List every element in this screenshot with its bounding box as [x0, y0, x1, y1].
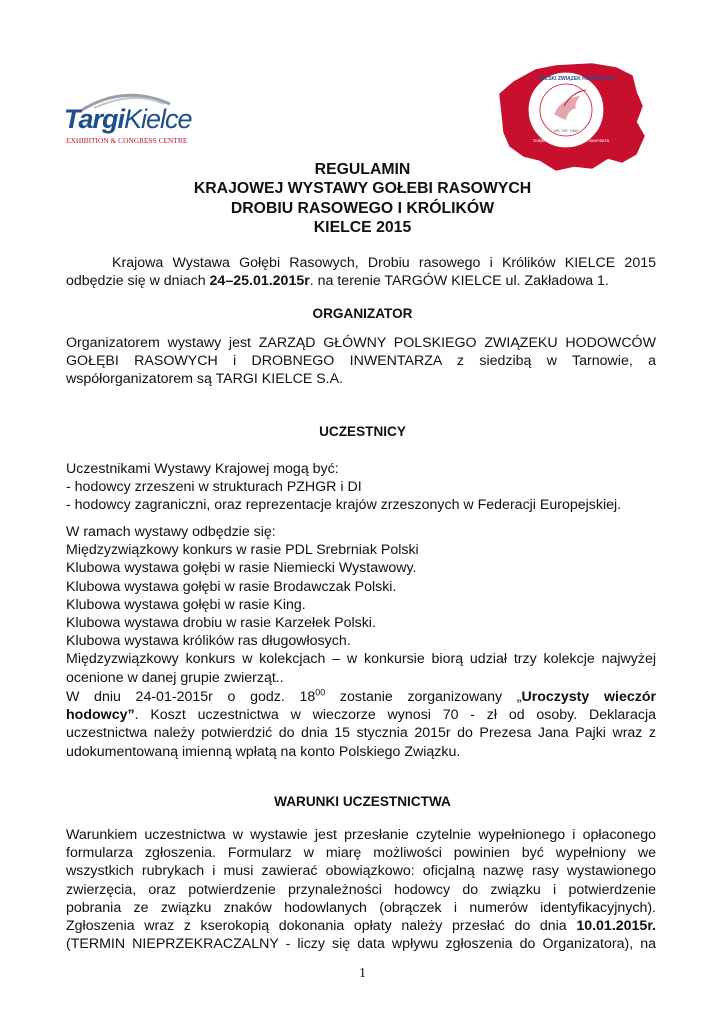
organizer-paragraph: [66, 334, 656, 389]
conditions-heading: WARUNKI UCZESTNICTWA: [274, 794, 451, 809]
logo-tagline: EXHIBITION & CONGRESS CENTRE: [66, 136, 188, 145]
page-number: 1: [359, 966, 366, 981]
dinner-line-2: hodowcy”. Koszt uczestnictwa w wieczorze wynosi 70 - zł od osoby. Deklaracja: [66, 707, 656, 724]
collections-line-2: ocenione w danej grupie zwierząt..: [66, 669, 284, 686]
events-list: [66, 523, 656, 687]
participants-line: - hodowcy zagraniczni, oraz reprezentacje krajów zrzeszonych w Federacji Europejskiej.: [66, 497, 622, 514]
organizer-line-2: GOŁĘBI RASOWYCH i DROBNEGO INWENTARZA z siedzibą w Tarnowie, a: [66, 353, 656, 370]
conditions-line: pobrania ze związku znaków hodowlanych (obrączek i numerów identyfikacyjnych).: [66, 899, 656, 916]
title-line-4: KIELCE 2015: [313, 218, 412, 236]
intro-line-2: odbędzie się w dniach 24–25.01.2015r. na terenie TARGÓW KIELCE ul. Zakładowa 1.: [66, 273, 609, 290]
conditions-line: zwierzęcia, oraz potwierdzenie przynależności hodowcy do związku i potwierdzenie: [66, 881, 656, 898]
title-line-2: KRAJOWEJ WYSTAWY GOŁEBI RASOWYCH: [193, 180, 532, 198]
event-dates: 24–25.01.2015r: [209, 273, 310, 290]
dinner-time-minutes: 00: [315, 687, 326, 698]
conditions-line: wszystkich rubrykach i musi zawierać obowiązkowo: oficjalną nazwę rasy wystawionego: [66, 863, 656, 880]
event-item: Klubowa wystawa gołębi w rasie Brodawczak Polski.: [66, 578, 397, 595]
logo-brand-a: Targi: [64, 104, 125, 134]
organizer-line-3: współorganizatorem są TARGI KIELCE S.A.: [66, 371, 344, 388]
conditions-line: (TERMIN NIEPRZEKRACZALNY - liczy się data wpływu zgłoszenia do Organizatora), na: [66, 936, 656, 953]
dinner-line-4: udokumentowaną imienną wpłatą na konto Polskiego Związku.: [66, 743, 461, 760]
events-intro: W ramach wystawy odbędzie się:: [66, 524, 276, 540]
conditions-line: formularza zgłoszenia. Formularz w miarę możliwości powinien być wypełniony we: [66, 845, 656, 862]
participants-line: - hodowcy zrzeszeni w strukturach PZHGR i DI: [66, 479, 362, 496]
participants-line: Uczestnikami Wystawy Krajowej mogą być:: [66, 461, 339, 477]
event-item: Międzyzwiązkowy konkurs w rasie PDL Srebrniak Polski: [66, 542, 419, 559]
event-item: Klubowa wystawa gołębi w rasie Niemiecki Wystawowy.: [66, 560, 417, 577]
logo-brand-b: Kielce: [124, 104, 192, 134]
intro-paragraph: [66, 254, 656, 290]
collections-line-1: Międzyzwiązkowy konkurs w kolekcjach – w konkursie biorą udział trzy kolekcje najwyżej: [66, 651, 656, 668]
conditions-paragraph: [66, 826, 656, 953]
emblem-ring-text: POLSKI ZWIĄZEK HODOWCÓW: [537, 76, 615, 82]
emblem-year: UR. GR. 1960: [553, 128, 579, 133]
pzhgr-emblem-logo: [496, 62, 646, 174]
dinner-line-3: uczestnictwa należy potwierdzić do dnia 15 stycznia 2015r do Prezesa Jana Pajki wraz z: [66, 725, 656, 742]
emblem-bottom-text: Gołębi Rasowych i Drobnego Inwentarza: [533, 138, 609, 143]
organizer-line-1: Organizatorem wystawy jest ZARZĄD GŁÓWNY POLSKIEGO ZWIĄZEKU HODOWCÓW: [66, 335, 656, 351]
organizer-heading: ORGANIZATOR: [312, 306, 413, 321]
intro-line-1: Krajowa Wystawa Gołębi Rasowych, Drobiu rasowego i Królików KIELCE 2015: [112, 255, 656, 271]
event-item: Klubowa wystawa gołębi w rasie King.: [66, 596, 306, 613]
dinner-event-name: Uroczysty wieczór: [521, 689, 657, 705]
event-item: Klubowa wystawa królików ras długowłosych.: [66, 633, 351, 650]
conditions-line: Zgłoszenia wraz z kserokopią dokonania opłaty należy przesłać do dnia 10.01.2015r.: [66, 918, 656, 935]
dinner-line-1: W dniu 24-01-2015r o godz. $18^{00}$ zostanie zorganizowany „Uroczysty wieczór: [66, 687, 657, 705]
targi-kielce-logo: [64, 88, 224, 148]
event-item: Klubowa wystawa drobiu w rasie Karzełek Polski.: [66, 615, 376, 632]
participants-list: [66, 460, 656, 515]
participants-heading: UCZESTNICY: [319, 424, 406, 439]
title-line-3: DROBIU RASOWEGO I KRÓLIKÓW: [230, 199, 495, 217]
title-line-1: REGULAMIN: [314, 161, 411, 178]
document-title: [0, 160, 725, 237]
deadline-date: 10.01.2015r.: [576, 918, 656, 935]
conditions-line: Warunkiem uczestnictwa w wystawie jest przesłanie czytelnie wypełnionego i opłaconego: [66, 827, 656, 843]
dinner-paragraph: [66, 688, 656, 761]
